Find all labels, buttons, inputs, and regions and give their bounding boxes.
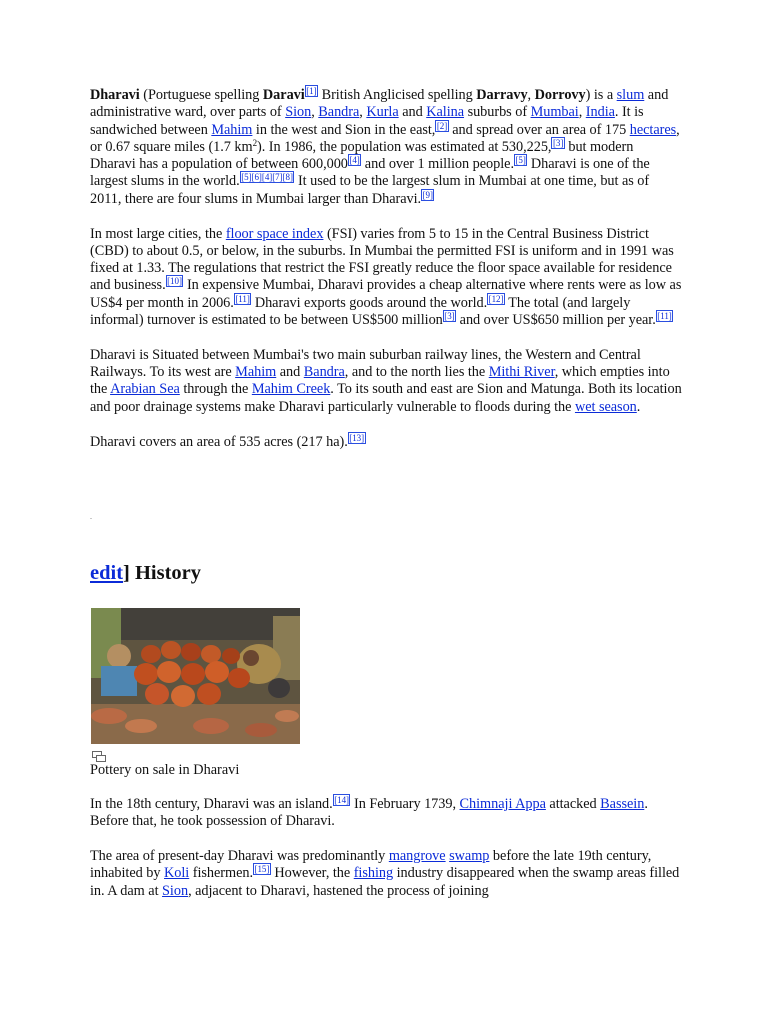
link-kalina[interactable]: Kalina: [426, 104, 465, 121]
link-floor-space-index[interactable]: floor space index: [225, 225, 324, 242]
area-paragraph: Dharavi covers an area of 535 acres (217 ha). [13]: [90, 432, 365, 450]
stray-dot: .: [90, 512, 92, 521]
citation-13[interactable]: [13]: [349, 432, 365, 443]
link-fishing[interactable]: fishing: [353, 865, 394, 882]
link-hectares[interactable]: hectares: [629, 121, 677, 138]
citation-9[interactable]: [9]: [422, 189, 433, 200]
link-wet-season[interactable]: wet season: [574, 398, 637, 415]
link-mahim-creek[interactable]: Mahim Creek: [251, 381, 331, 398]
link-kurla[interactable]: Kurla: [366, 104, 399, 121]
intro-paragraph: Dharavi (Portuguese spelling Daravi [1] British Anglicised spelling Darravy, Dorrovy) is a slum and administrative ward, over parts of Sion, Bandra, Kurla and Kalina suburbs of Mumbai, India. It is sandwiched between Mahim in the west and Sion in the east, [2] and spread over an area of 175 hectares, or 0.67 square miles (1.7 $km^2$). In 1986, the population was estimated at 530,225, [3] but modern Dharavi has a population of between 600,000 [4] and over 1 million people. [5] Dharavi is one of the largest slums in the world. [5][6][4][7][8] It used to be the largest slum in Mumbai at one time, but as of 2011, there are four slums in Mumbai larger than Dharavi. [9]: [90, 86, 680, 207]
history-body: [90, 796, 682, 900]
geography-paragraph: Dharavi is Situated between Mumbai's two main suburban railway lines, the Western and Central Railways. To its west are Mahim and Bandra, and to the north lies the Mithi River, which empties into the Arabian Sea through the Mahim Creek. To its south and east are Sion and Matunga. Both its location and poor drainage systems make Dharavi particularly vulnerable to floods during the wet season.: [90, 346, 682, 415]
link-arabian-sea[interactable]: Arabian Sea: [110, 381, 180, 398]
citation-1[interactable]: [1]: [306, 86, 317, 96]
link-india[interactable]: India: [585, 104, 615, 121]
history-paragraph-1: In the 18th century, Dharavi was an island. [14] In February 1739, Chimnaji Appa attacked Bassein. Before that, he took possession of Dharavi.: [90, 795, 648, 830]
citation-14[interactable]: [14]: [334, 795, 349, 805]
citation-12[interactable]: [12]: [488, 293, 504, 304]
citation-group[interactable]: [5][6][4][7][8]: [241, 172, 293, 183]
history-paragraph-2: The area of present-day Dharavi was predominantly mangrove swamp before the late 19th century, inhabited by Koli fishermen. [15] However, the fishing industry disappeared when the swamp areas filled in. A dam at Sion, adjacent to Dharavi, hastened the process of joining: [90, 848, 680, 899]
article-body: [90, 87, 682, 451]
link-mahim[interactable]: Mahim: [211, 121, 253, 138]
section-heading-history: edit] History: [90, 562, 202, 584]
citation-11[interactable]: [11]: [235, 293, 250, 304]
link-slum[interactable]: slum: [616, 87, 645, 103]
link-swamp[interactable]: swamp: [449, 848, 490, 865]
link-bandra[interactable]: Bandra: [318, 104, 360, 121]
article-term: Dharavi: [90, 87, 140, 103]
citation-11b[interactable]: [11]: [657, 311, 672, 322]
citation-10[interactable]: [10]: [167, 276, 182, 287]
fsi-paragraph: In most large cities, the floor space index (FSI) varies from 5 to 15 in the Central Business District (CBD) to about 0.5, or below, in the suburbs. In Mumbai the permitted FSI is uniform and in 1991 was fixed at 1.33. The regulations that restrict the FSI greatly reduce the floor space available for residence and business. [10] In expensive Mumbai, Dharavi provides a cheap alternative where rents were as low as US$4 per month in 2006. [11] Dharavi exports goods around the world. [12] The total (and largely informal) turnover is estimated to be between US$500 million [3] and over US$650 million per year. [11]: [90, 225, 682, 329]
link-chimnaji-appa[interactable]: Chimnaji Appa: [459, 796, 546, 812]
citation-3[interactable]: [3]: [552, 137, 564, 148]
link-sion[interactable]: Sion: [285, 104, 312, 121]
enlarge-icon[interactable]: [92, 751, 106, 762]
citation-5[interactable]: [5]: [515, 155, 526, 166]
image-caption: Pottery on sale in Dharavi: [90, 762, 240, 778]
edit-link[interactable]: edit: [90, 562, 124, 584]
citation-3b[interactable]: [3]: [444, 311, 455, 322]
link-mahim-2[interactable]: Mahim: [235, 364, 277, 381]
citation-15[interactable]: [15]: [254, 864, 270, 875]
citation-4[interactable]: [4]: [349, 155, 360, 166]
link-sion-2[interactable]: Sion: [162, 882, 189, 899]
citation-2[interactable]: [2]: [436, 120, 448, 131]
link-bassein[interactable]: Bassein: [600, 796, 645, 812]
pottery-photo-drawing: [91, 608, 300, 744]
link-mumbai[interactable]: Mumbai: [530, 104, 579, 121]
pottery-photo[interactable]: [91, 608, 300, 744]
link-mithi-river[interactable]: Mithi River: [488, 364, 555, 381]
link-mangrove[interactable]: mangrove: [388, 848, 446, 865]
link-koli[interactable]: Koli: [164, 865, 190, 882]
link-bandra-2[interactable]: Bandra: [303, 364, 345, 381]
